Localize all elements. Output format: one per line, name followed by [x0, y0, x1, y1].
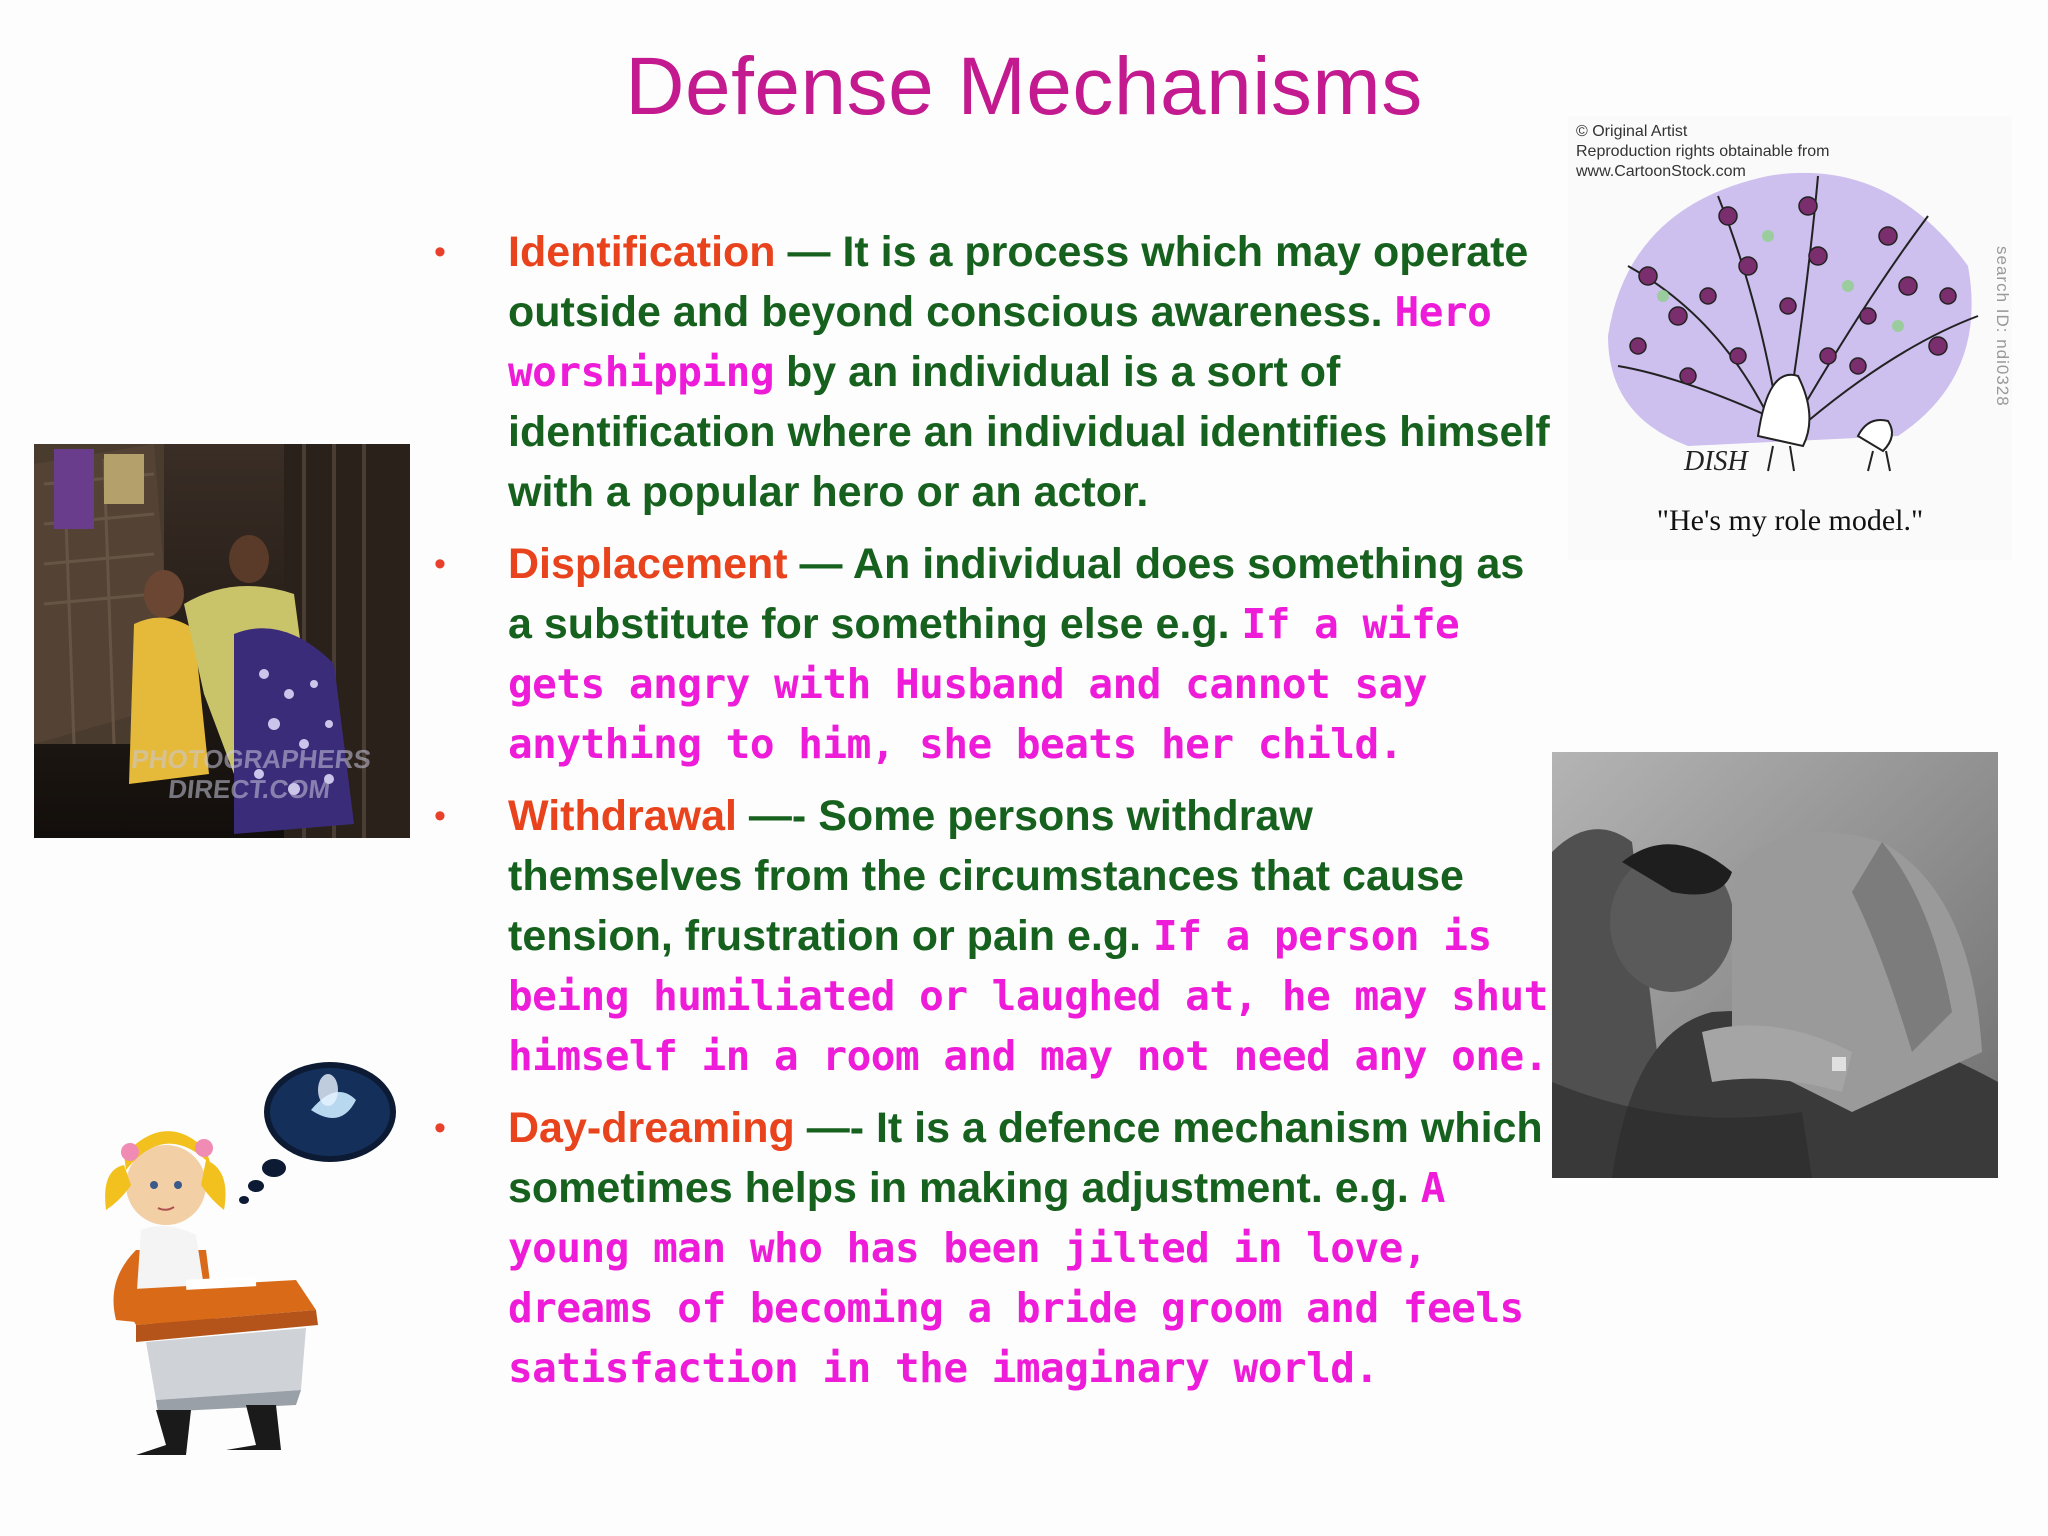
- bullet-highlight: Hero worshipping: [508, 288, 1492, 396]
- bullet-example: If a person is being humiliated or laughed at, he may shut himself in a room and may not need any one.: [508, 912, 1548, 1080]
- bullet-text: Some persons withdraw themselves from the circumstances that cause tension, frustration or pain e.g.: [508, 792, 1464, 960]
- bullet-separator: —-: [794, 1104, 876, 1152]
- credit-line: © Original Artist: [1576, 123, 1688, 140]
- bullet-term: Day-dreaming: [508, 1104, 795, 1152]
- watermark-line: PHOTOGRAPHERS: [130, 744, 373, 774]
- bullet-separator: —: [775, 228, 843, 276]
- bullet-withdrawal: [428, 786, 1558, 1086]
- photo-withdrawal-image: [1552, 752, 1998, 1178]
- bullet-text: It is a defence mechanism which sometimes helps in making adjustment. e.g.: [508, 1104, 1543, 1212]
- bullet-example: If a wife gets angry with Husband and cannot say anything to him, she beats her child.: [508, 600, 1460, 768]
- watermark-line: DIRECT.COM: [166, 774, 332, 804]
- clipart-daydreaming-girl: [96, 1050, 406, 1460]
- bullet-term: Withdrawal: [508, 792, 737, 840]
- bullet-paragraph: [508, 786, 1558, 1086]
- bullet-displacement: [428, 534, 1558, 774]
- bullet-list: [428, 222, 1558, 1398]
- cartoon-signature: DISH: [1684, 446, 1748, 477]
- photo-withdrawal: [1552, 752, 1998, 1178]
- bullet-term: Displacement: [508, 540, 788, 588]
- bullet-text: It is a process which may operate outside and beyond conscious awareness.: [508, 228, 1529, 336]
- cartoon-search-id: search ID: ndi0328: [1993, 246, 2012, 407]
- bullet-dot: •: [434, 545, 446, 583]
- bullet-identification: [428, 222, 1558, 522]
- bullet-separator: —: [787, 540, 853, 588]
- bullet-text: by an individual is a sort of identification where an individual identifies himself with a popular hero or an actor.: [508, 348, 1550, 516]
- bullet-day-dreaming: [428, 1098, 1558, 1398]
- bullet-paragraph: [508, 222, 1558, 522]
- bullet-separator: —-: [736, 792, 819, 840]
- slide-title: Defense Mechanisms: [625, 41, 1423, 132]
- cartoon-role-model: [1568, 116, 2012, 560]
- credit-line: www.CartoonStock.com: [1576, 163, 1746, 180]
- bullet-term: Identification: [508, 228, 776, 276]
- bullet-dot: •: [434, 233, 446, 271]
- daydream-drawing: [96, 1050, 406, 1460]
- bullet-text: An individual does something as a substitute for something else e.g.: [508, 540, 1525, 648]
- bullet-dot: •: [434, 1109, 446, 1147]
- bullet-dot: •: [434, 797, 446, 835]
- credit-line: Reproduction rights obtainable from: [1576, 143, 1830, 160]
- photo-displacement: [34, 444, 410, 838]
- bullet-example: A young man who has been jilted in love, dreams of becoming a bride groom and feels satisfaction in the imaginary world.: [508, 1164, 1524, 1392]
- photo-watermark: [127, 744, 373, 804]
- bullet-paragraph: [508, 1098, 1558, 1398]
- cartoon-caption: "He's my role model.": [1656, 504, 1924, 537]
- bullet-paragraph: [508, 534, 1558, 774]
- peacock-drawing: [1568, 116, 2012, 560]
